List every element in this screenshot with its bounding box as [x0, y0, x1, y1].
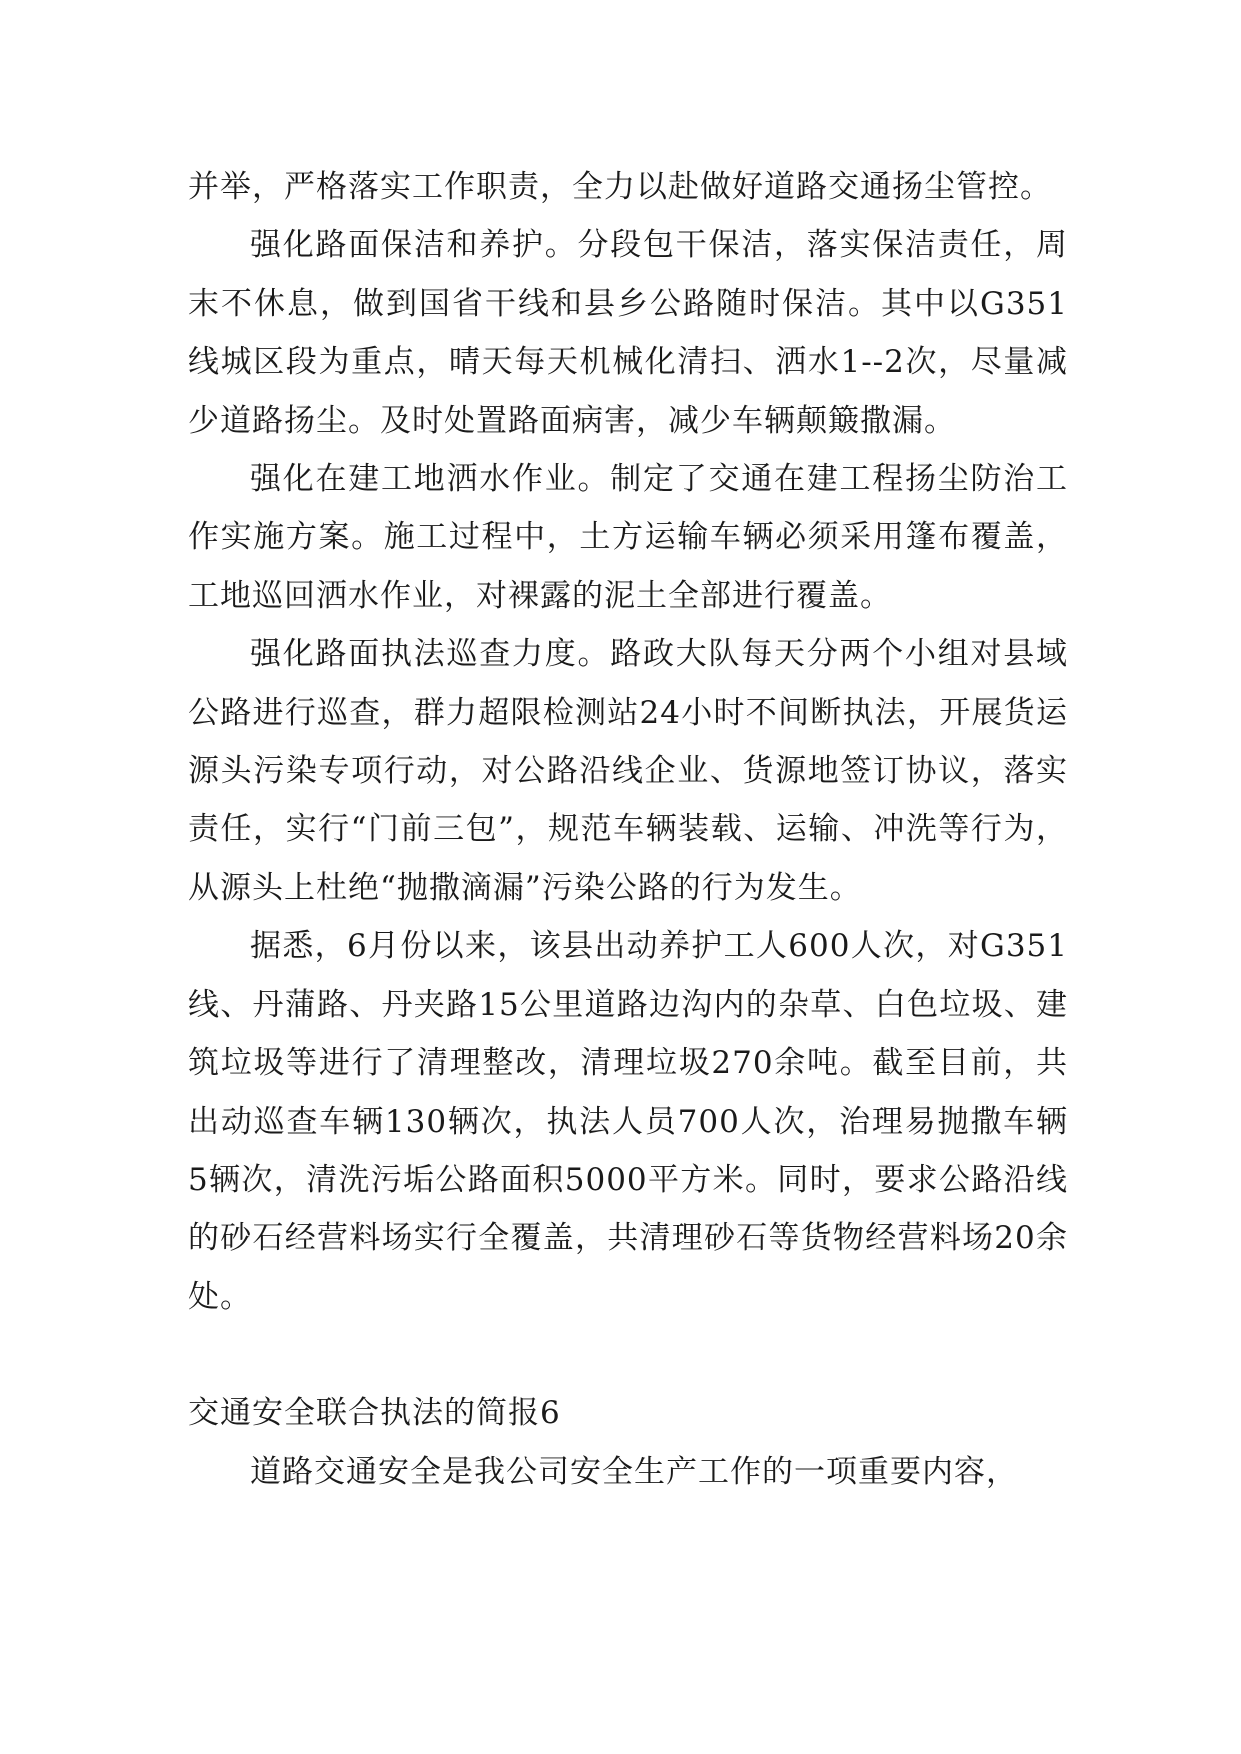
section-heading: 交通安全联合执法的简报6: [188, 1395, 561, 1432]
paragraph-section-intro: 道路交通安全是我公司安全生产工作的一项重要内容，: [250, 1453, 1018, 1490]
document-body: [188, 158, 1068, 1501]
paragraph-site-watering: 强化在建工地洒水作业。制定了交通在建工程扬尘防治工作实施方案。施工过程中，土方运输车辆必须采用篷布覆盖，工地巡回洒水作业，对裸露的泥土全部进行覆盖。: [188, 461, 1068, 614]
paragraph-road-cleaning: 强化路面保洁和养护。分段包干保洁，落实保洁责任，周末不休息，做到国省干线和县乡公路随时保洁。其中以G351线城区段为重点，晴天每天机械化清扫、洒水1--2次，尽量减少道路扬尘。及时处置路面病害，减少车辆颠簸撒漏。: [188, 227, 1068, 439]
paragraph-enforcement-patrol: 强化路面执法巡查力度。路政大队每天分两个小组对县域公路进行巡查，群力超限检测站24小时不间断执法，开展货运源头污染专项行动，对公路沿线企业、货源地签订协议，落实责任，实行“门前三包”，规范车辆装载、运输、冲洗等行为，从源头上杜绝“抛撒滴漏”污染公路的行为发生。: [188, 636, 1068, 906]
paragraph-continuation: 并举，严格落实工作职责，全力以赴做好道路交通扬尘管控。: [188, 169, 1052, 205]
paragraph-statistics: 据悉，6月份以来，该县出动养护工人600人次，对G351线、丹蒲路、丹夹路15公里道路边沟内的杂草、白色垃圾、建筑垃圾等进行了清理整改，清理垃圾270余吨。截至目前，共出动巡查车辆130辆次，执法人员700人次，治理易抛撒车辆5辆次，清洗污垢公路面积5000平方米。同时，要求公路沿线的砂石经营料场实行全覆盖，共清理砂石等货物经营料场20余处。: [188, 928, 1068, 1315]
